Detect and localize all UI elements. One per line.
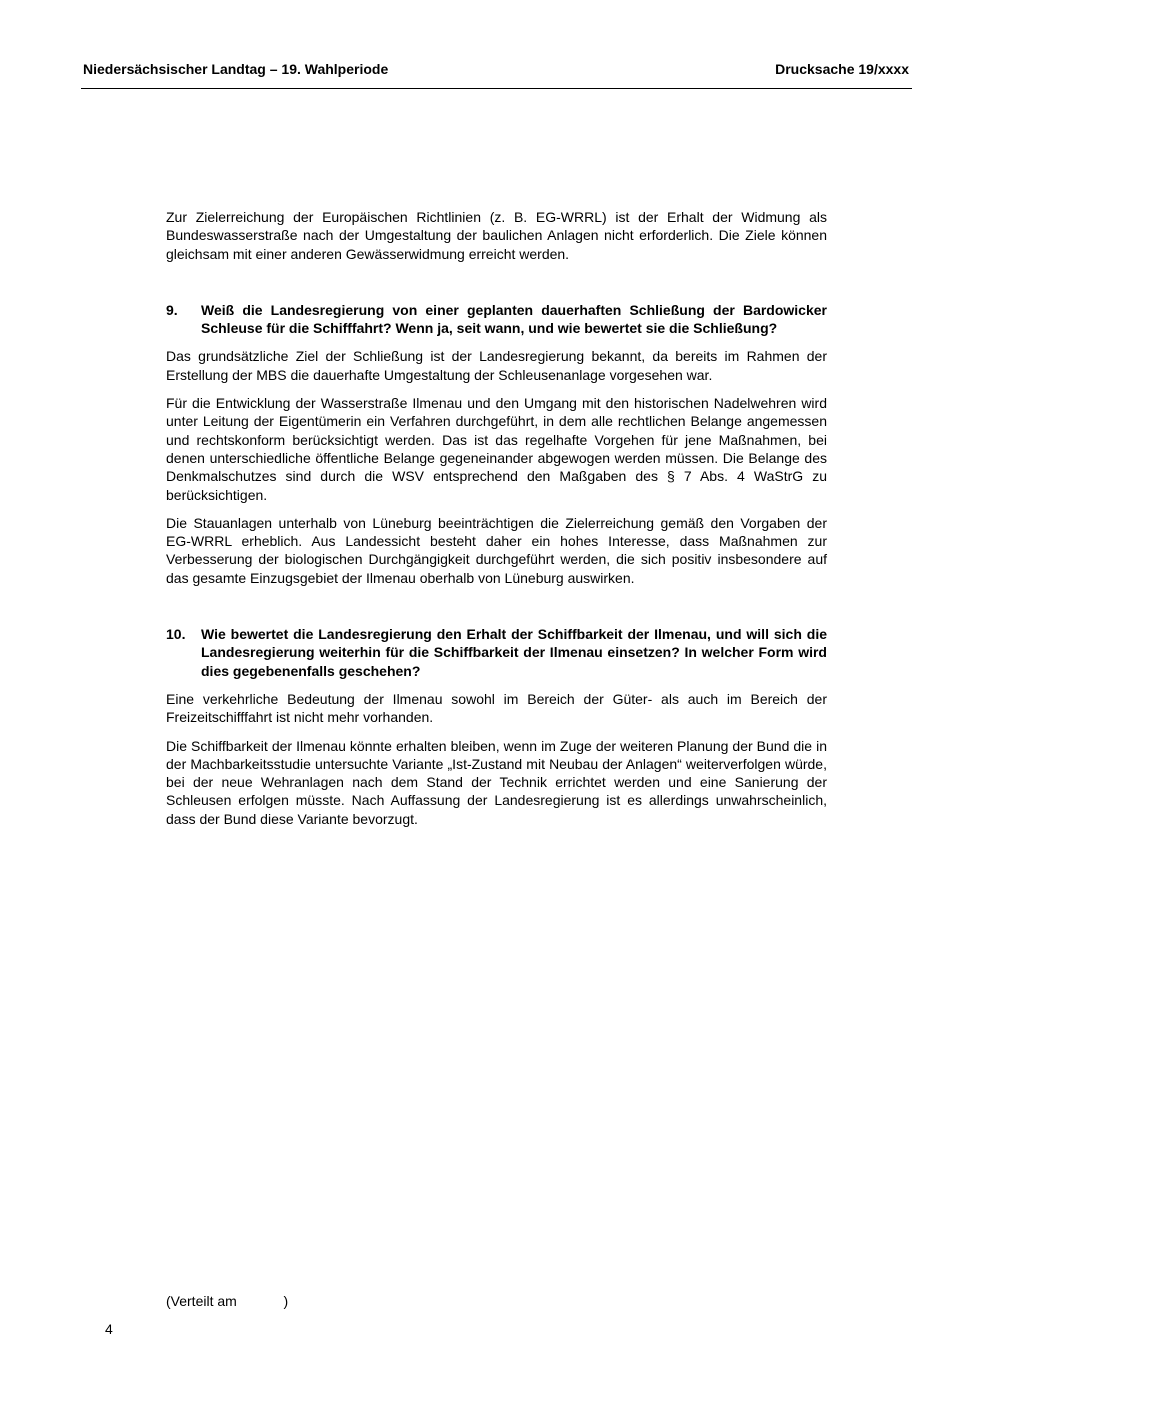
answer-9-paragraph-3: Die Stauanlagen unterhalb von Lüneburg beeinträchtigen die Zielerreichung gemäß den Vorgaben der EG-WRRL erheblich. Aus Landessicht besteht daher ein hohes Interesse, dass Maßnahmen zur Verbesserung der biologischen Durchgängigkeit durchgeführt werden, die sich positiv insbesondere auf das gesamte Einzugsgebiet der Ilmenau oberhalb von Lüneburg auswirken. bbox=[166, 514, 827, 586]
answer-10-paragraph-1: Eine verkehrliche Bedeutung der Ilmenau sowohl im Bereich der Güter- als auch im Bereich der Freizeitschifffahrt ist nicht mehr vorhanden. bbox=[166, 690, 827, 726]
distribution-date-note: (Verteilt am ) bbox=[166, 1293, 289, 1309]
header-parliament-title: Niedersächsischer Landtag – 19. Wahlperiode bbox=[83, 61, 389, 77]
question-9 bbox=[166, 301, 827, 338]
document-body bbox=[166, 208, 827, 838]
header-document-number: Drucksache 19/xxxx bbox=[775, 61, 909, 77]
question-10 bbox=[166, 625, 827, 680]
question-10-text: Wie bewertet die Landesregierung den Erhalt der Schiffbarkeit der Ilmenau, und will sich die Landesregierung weiterhin für die Schiffbarkeit der Ilmenau einsetzen? In welcher Form wird dies gegebenenfalls geschehen? bbox=[201, 626, 827, 679]
page-header bbox=[81, 60, 912, 89]
answer-10-paragraph-2: Die Schiffbarkeit der Ilmenau könnte erhalten bleiben, wenn im Zuge der weiteren Planung der Bund die in der Machbarkeitsstudie untersuchte Variante „Ist-Zustand mit Neubau der Anlagen“ weiterverfolgen würde, bei der neue Wehranlagen nach dem Stand der Technik errichtet werden und eine Sanierung der Schleusen erfolgen müsste. Nach Auffassung der Landesregierung ist es allerdings unwahrscheinlich, dass der Bund diese Variante bevorzugt. bbox=[166, 737, 827, 827]
answer-9-paragraph-1: Das grundsätzliche Ziel der Schließung ist der Landesregierung bekannt, da bereits im Rahmen der Erstellung der MBS die dauerhafte Umgestaltung der Schleusenanlage vorgesehen war. bbox=[166, 348, 827, 383]
page-number: 4 bbox=[105, 1321, 113, 1337]
question-9-text: Weiß die Landesregierung von einer geplanten dauerhaften Schließung der Bardowicker Schleuse für die Schifffahrt? Wenn ja, seit wann, und wie bewertet sie die Schließung? bbox=[201, 301, 827, 337]
intro-paragraph: Zur Zielerreichung der Europäischen Richtlinien (z. B. EG-WRRL) ist der Erhalt der Widmung als Bundeswasserstraße nach der Umgestaltung der baulichen Anlagen nicht erforderlich. Die Ziele können gleichsam mit einer anderen Gewässerwidmung erreicht werden. bbox=[166, 209, 827, 262]
question-10-number: 10. bbox=[166, 626, 186, 643]
question-9-number: 9. bbox=[166, 301, 178, 318]
answer-9-paragraph-2: Für die Entwicklung der Wasserstraße Ilmenau und den Umgang mit den historischen Nadelwehren wird unter Leitung der Eigentümerin ein Verfahren durchgeführt, in dem alle rechtlichen Belange angemessen und rechtskonform berücksichtigt werden. Das ist das regelhafte Vorgehen für jene Maßnahmen, bei denen unterschiedliche öffentliche Belange gegeneinander abgewogen werden müssen. Die Belange des Denkmalschutzes sind durch die WSV entsprechend den Maßgaben des § 7 Abs. 4 WaStrG zu berücksichtigen. bbox=[166, 395, 827, 503]
